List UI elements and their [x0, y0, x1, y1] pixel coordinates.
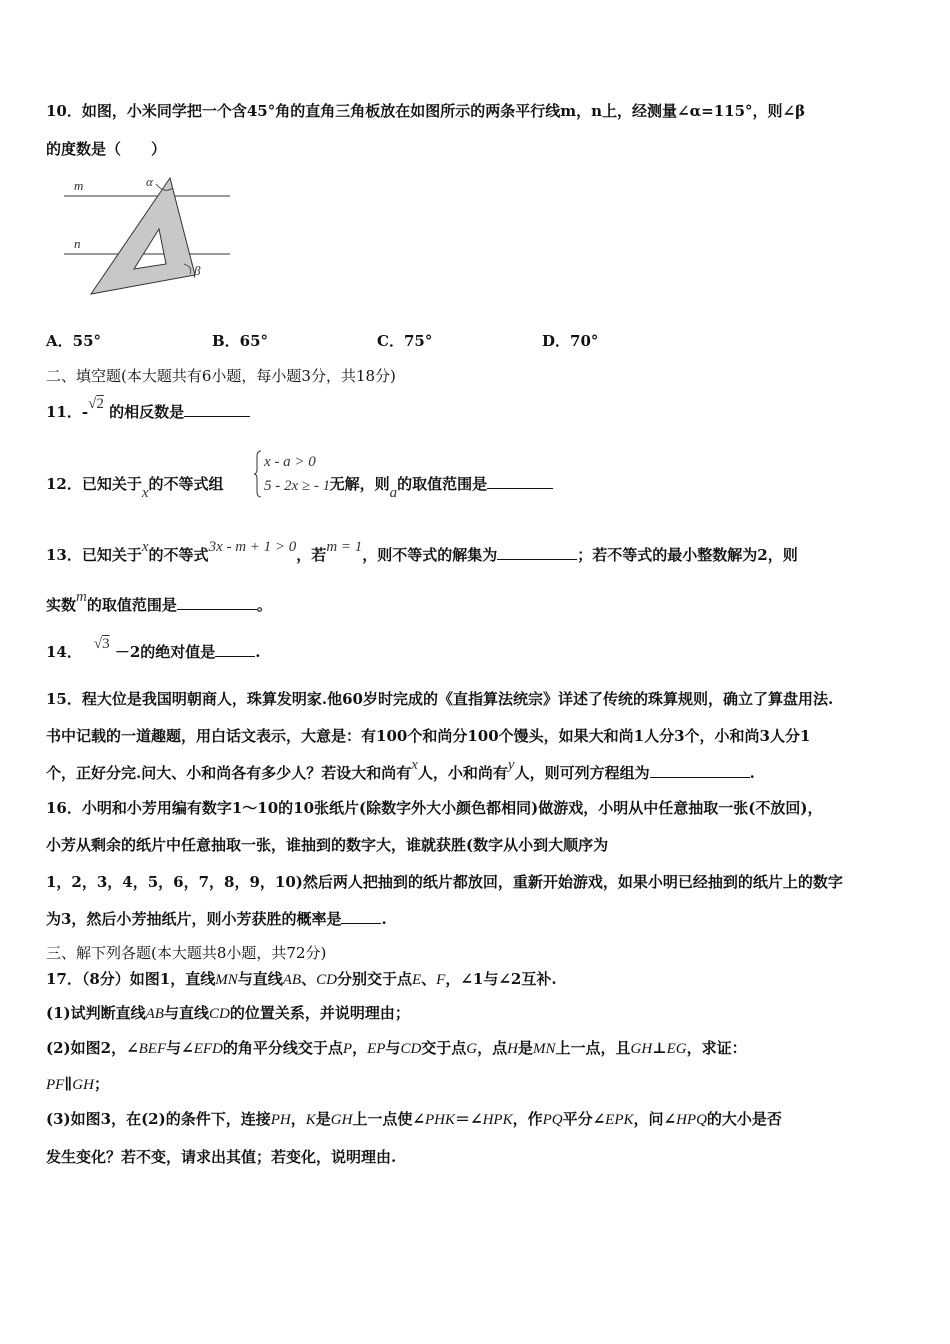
q17-p2-gh2: GH [72, 1077, 94, 1093]
q17-p3-text: 平分∠ [562, 1110, 606, 1128]
q17-p3-text: 是 [315, 1110, 331, 1128]
q17-p3-gh: GH [330, 1112, 353, 1128]
q17-p2-text: (2)如图2，∠ [46, 1039, 139, 1057]
q17-p2-text: 交于点 [421, 1039, 467, 1057]
label-alpha: α [146, 174, 153, 189]
q10-option-d: D．70° [542, 332, 599, 350]
q17-p2-ep: EP [367, 1041, 386, 1057]
q13-mid4: ；若不等式的最小整数解为2，则 [577, 546, 798, 564]
q17-p1-text: 与直线 [163, 1004, 209, 1022]
q17-p1-text: (1)试判断直线 [46, 1004, 146, 1022]
q13-inequality: 3x - m + 1 > 0 [208, 539, 297, 555]
q17-p2-parallel: ∥ [64, 1075, 73, 1093]
q13-line2 [46, 589, 272, 616]
q15-line3-b: 人，小和尚有 [417, 764, 508, 782]
q17-text: 与直线 [237, 970, 283, 988]
q14-end: . [255, 643, 261, 661]
q13-answer-blank-2[interactable] [177, 595, 257, 610]
q15-line3-a: 个，正好分完.问大、小和尚各有多少人？若设大和尚有 [46, 764, 412, 782]
q17-p2-mn: MN [533, 1041, 556, 1057]
q13-mid: 的不等式 [148, 546, 209, 564]
q13-answer-blank-1[interactable] [497, 545, 577, 560]
q12-mid: 的不等式组 [148, 475, 224, 493]
q17-line1 [46, 969, 557, 990]
q12-mid2: 无解，则 [329, 475, 390, 493]
q17-part3 [46, 1109, 782, 1130]
q17-cd: CD [316, 972, 337, 988]
q17-p3-pq: PQ [542, 1112, 563, 1128]
q16-line1: 16．小明和小芳用编有数字1～10的10张纸片(除数字外大小颜色都相同)做游戏，小明从中任意抽取一张(不放回)， [46, 799, 823, 817]
q17-p3-text: ，作 [512, 1110, 543, 1128]
q17-p3-hpq: HPQ [676, 1112, 707, 1128]
q17-p3-text: ＝∠ [455, 1110, 483, 1128]
q13-line2-suffix: 的取值范围是 [86, 596, 177, 614]
q17-p2-g: G [466, 1041, 478, 1057]
q17-e: E [411, 972, 422, 988]
q17-p3-text: (3)如图3，在(2)的条件下，连接 [46, 1110, 271, 1128]
q15-answer-blank[interactable] [650, 763, 750, 778]
q17-p3-text: 上一点使∠ [352, 1110, 425, 1128]
q10-figure [60, 172, 240, 302]
q17-p2-h: H [507, 1041, 518, 1057]
q11 [46, 396, 250, 423]
q17-p2-text: ， [352, 1039, 368, 1057]
q17-p2-pf: PF [46, 1077, 65, 1093]
q12-prefix: 12．已知关于 [46, 475, 142, 493]
q12-suffix: 的取值范围是 [397, 475, 488, 493]
section3-heading: 三、解下列各题(本大题共8小题，共72分) [46, 944, 327, 962]
q17-p1-cd: CD [208, 1006, 230, 1022]
q17-p2-eg: EG [666, 1041, 687, 1057]
q12-var-x: x [141, 485, 149, 501]
q17-part2 [46, 1038, 747, 1059]
q17-p1-text: 的位置关系，并说明理由； [229, 1004, 410, 1022]
q14-suffix: －2的绝对值是 [114, 643, 216, 661]
q17-text: 分别交于点 [336, 970, 412, 988]
q13-prefix: 13．已知关于 [46, 546, 142, 564]
q17-text: 、 [421, 970, 437, 988]
q17-text: ，∠1与∠2互补. [445, 970, 557, 988]
q17-p3-phk: PHK [425, 1112, 455, 1128]
q13-condition: m = 1 [326, 539, 363, 555]
q15-end: . [749, 764, 755, 782]
q12-ineq-2: 5 - 2x ≥ - 1 [264, 478, 331, 494]
q17-text: 17．（8分）如图1，直线 [46, 970, 216, 988]
q11-suffix: 的相反数是 [109, 403, 185, 421]
q14-answer-blank[interactable] [215, 642, 255, 657]
q10-option-c: C．75° [377, 332, 433, 350]
q15-var-x: x [411, 757, 418, 773]
q16-answer-blank[interactable] [341, 909, 381, 924]
q16-line3: 1，2，3，4，5，6，7，8，9，10)然后两人把抽到的纸片都放回，重新开始游戏，如果小明已经抽到的纸片上的数字 [46, 873, 843, 891]
q17-text: 、 [301, 970, 317, 988]
q17-p3-text: ，问∠ [633, 1110, 677, 1128]
q17-mn: MN [215, 972, 238, 988]
q15-line2: 书中记载的一道趣题，用白话文表示，大意是：有100个和尚分100个馒头，如果大和尚1人分3个，小和尚3人分1 [46, 727, 811, 745]
q12-answer-blank[interactable] [487, 474, 553, 489]
q17-p2-efd: EFD [193, 1041, 223, 1057]
q13-var-m: m [76, 589, 87, 605]
q16-line4-text: 为3，然后小芳抽纸片，则小芳获胜的概率是 [46, 910, 342, 928]
q17-p2-p: P [342, 1041, 353, 1057]
q17-p2-text: ，点 [477, 1039, 508, 1057]
q13-var-x: x [141, 539, 149, 555]
q13-end: 。 [256, 596, 272, 614]
q17-p3-epk: EPK [605, 1112, 634, 1128]
q17-ab: AB [282, 972, 302, 988]
q15-var-y: y [507, 757, 515, 773]
q11-radicand: 2 [96, 396, 104, 412]
q17-p2-text: 上一点，且 [555, 1039, 631, 1057]
label-m: m [74, 178, 84, 193]
q16-line2: 小芳从剩余的纸片中任意抽取一张，谁抽到的数字大，谁就获胜(数字从小到大顺序为 [46, 836, 609, 854]
q12 [46, 474, 553, 501]
q17-p2-text: 与∠ [166, 1039, 194, 1057]
set-square [91, 178, 195, 294]
q11-prefix: 11．- [46, 403, 89, 421]
q13-line1 [46, 539, 798, 566]
q17-p3-k: K [305, 1112, 316, 1128]
section2-heading: 二、填空题(本大题共有6小题，每小题3分，共18分) [46, 367, 396, 385]
q17-p2-gh: GH [630, 1041, 653, 1057]
q15-line1: 15．程大位是我国明朝商人，珠算发明家.他60岁时完成的《直指算法统宗》详述了传统的珠算规则，确立了算盘用法. [46, 690, 834, 708]
q17-part1 [46, 1003, 410, 1024]
q17-part3-line2: 发生变化？若不变，请求出其值；若变化，说明理由. [46, 1148, 397, 1166]
q13-mid2: ，若 [296, 546, 327, 564]
q17-p3-ph: PH [270, 1112, 291, 1128]
q17-p3-text: 的大小是否 [706, 1110, 782, 1128]
q11-sqrt: √2 [88, 396, 104, 412]
label-n: n [74, 236, 81, 251]
q10-line2: 的度数是（ ） [46, 140, 167, 158]
q13-mid3: ，则不等式的解集为 [362, 546, 498, 564]
q14 [46, 636, 261, 663]
q13-line2-prefix: 实数 [46, 596, 77, 614]
label-beta: β [194, 263, 201, 278]
q17-p2-cd: CD [400, 1041, 422, 1057]
q17-part2-line2 [46, 1074, 109, 1095]
q17-p2-perp: ⊥ [652, 1039, 667, 1057]
q16-line4 [46, 909, 387, 929]
q15-line3 [46, 757, 755, 784]
q17-p2-text: 是 [518, 1039, 534, 1057]
q17-p2-text: ； [93, 1075, 109, 1093]
q17-f: F [436, 972, 446, 988]
q11-answer-blank[interactable] [184, 402, 250, 417]
q17-p3-hpk: HPK [482, 1112, 513, 1128]
q14-sqrt: √3 [93, 636, 110, 652]
q17-p2-text: 的角平分线交于点 [222, 1039, 343, 1057]
q12-var-a: a [389, 485, 398, 501]
q10-option-a: A．55° [46, 332, 102, 350]
q16-end: . [381, 910, 387, 928]
q10-line1: 10．如图，小米同学把一个含45°角的直角三角板放在如图所示的两条平行线m，n上，经测量∠α=115°，则∠β [46, 102, 806, 120]
q15-line3-c: 人，则可列方程组为 [514, 764, 650, 782]
q10-option-b: B．65° [212, 332, 269, 350]
q17-p1-ab: AB [145, 1006, 164, 1022]
q17-p2-text: 与 [385, 1039, 401, 1057]
q17-p2-bef: BEF [138, 1041, 167, 1057]
q12-ineq-1: x - a > 0 [264, 454, 316, 470]
q17-p3-text: ， [290, 1110, 306, 1128]
q14-radicand: 3 [102, 636, 110, 652]
q17-p2-text: ，求证： [686, 1039, 747, 1057]
q14-prefix: 14． [46, 643, 82, 661]
